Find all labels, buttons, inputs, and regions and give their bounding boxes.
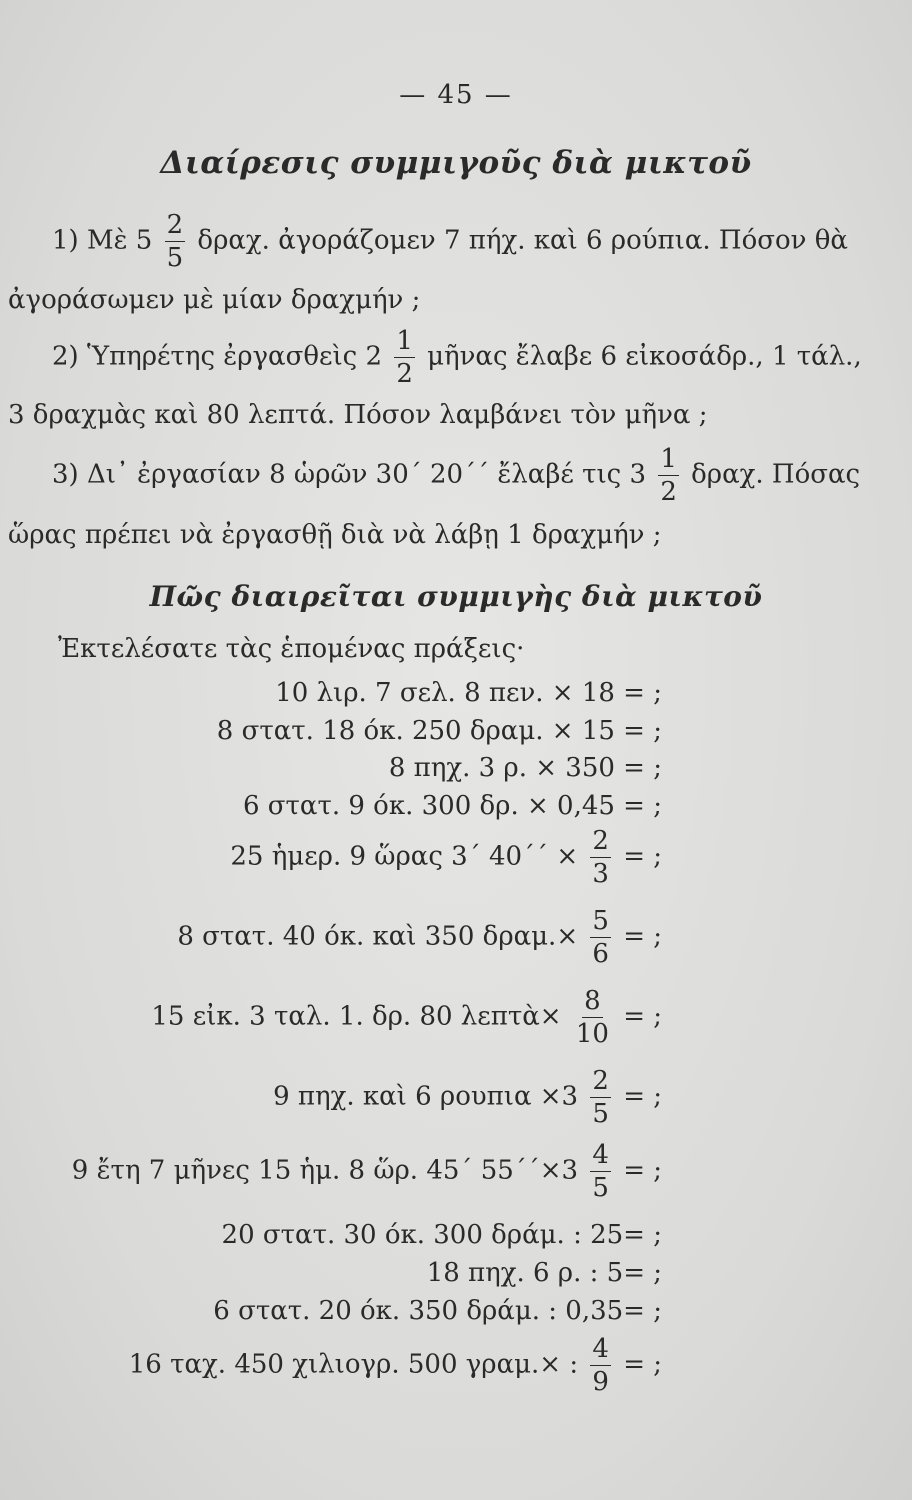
exercise-13-end: = ; [623,1349,662,1380]
problem-3-start: 3) Δι᾽ ἐργασίαν 8 ὡρῶν 30΄ 20΄΄ ἔλαβέ τις 3 [52,459,647,490]
fraction-numerator: 4 [592,1140,609,1170]
exercise-13-fraction [590,1336,611,1395]
fraction-denominator: 2 [660,477,677,507]
exercise-6-expression: 8 στατ. 40 όκ. καὶ 350 δραμ.× [177,921,579,952]
fraction-numerator: 1 [660,444,677,474]
exercise-10: 20 στατ. 30 όκ. 300 δράμ. : 25= ; [221,1220,662,1250]
fraction-numerator: 2 [592,1066,609,1096]
exercise-7-fraction [574,988,611,1047]
problem-1-fraction [165,212,186,271]
problem-1-line-1 [52,212,848,271]
fraction-denominator: 3 [592,859,609,889]
fraction-denominator: 6 [592,939,609,969]
problem-3-line-1 [52,446,860,505]
exercise-8-end: = ; [623,1081,662,1112]
exercise-6-fraction [590,908,611,967]
exercise-4: 6 στατ. 9 όκ. 300 δρ. × 0,45 = ; [242,791,662,821]
problem-3-rest: δραχ. Πόσας [691,459,861,490]
fraction-denominator: 5 [592,1099,609,1129]
exercise-9-fraction [590,1142,611,1201]
fraction-denominator: 5 [166,243,184,273]
section-title: Διαίρεσις συμμιγοῦς διὰ μικτοῦ [160,145,752,181]
exercise-13 [129,1336,662,1395]
fraction-numerator: 8 [584,986,601,1016]
exercise-3: 8 πηχ. 3 ρ. × 350 = ; [388,753,662,783]
exercise-9-end: = ; [623,1155,662,1186]
page-number: — 45 — [399,80,513,110]
problem-3-line-2: ὥρας πρέπει νὰ ἐργασθῇ διὰ νὰ λάβῃ 1 δραχμήν ; [8,520,662,550]
exercise-9-expression: 9 ἔτη 7 μῆνες 15 ἡμ. 8 ὥρ. 45΄ 55΄΄×3 [71,1155,579,1186]
problem-1-rest: δραχ. ἀγοράζομεν 7 πήχ. καὶ 6 ρούπια. Πόσον θὰ [197,225,848,256]
exercise-6 [177,908,662,967]
exercise-6-end: = ; [623,921,662,952]
exercise-1: 10 λιρ. 7 σελ. 8 πεν. × 18 = ; [275,678,662,708]
exercise-13-expression: 16 ταχ. 450 χιλιογρ. 500 γραμ.× : [128,1349,579,1380]
section-subtitle: Πῶς διαιρεῖται συμμιγὴς διὰ μικτοῦ [149,580,763,613]
problem-1-line-2: ἀγοράσωμεν μὲ μίαν δραχμήν ; [8,285,421,315]
fraction-numerator: 4 [592,1334,609,1364]
problem-3-fraction [658,446,679,505]
exercise-5-expression: 25 ἡμερ. 9 ὥρας 3΄ 40΄΄ × [230,841,579,872]
fraction-denominator: 2 [396,359,413,389]
problem-2-fraction [394,328,415,387]
exercise-8 [273,1068,662,1127]
fraction-numerator: 2 [592,826,609,856]
fraction-numerator: 2 [166,210,184,240]
exercise-5-end: = ; [623,841,662,872]
exercise-2: 8 στατ. 18 όκ. 250 δραμ. × 15 = ; [216,716,662,746]
problem-1-start: 1) Μὲ 5 [52,225,153,256]
exercise-8-fraction [590,1068,611,1127]
problem-2-line-1 [52,328,862,387]
exercise-5-fraction [590,828,611,887]
problem-2-start: 2) Ὑπηρέτης ἐργασθεὶς 2 [52,341,383,372]
exercise-11: 18 πηχ. 6 ρ. : 5= ; [426,1258,662,1288]
fraction-denominator: 5 [592,1173,609,1203]
instruction-text: Ἐκτελέσατε τὰς ἑπομένας πράξεις· [58,634,525,664]
exercise-5 [230,828,662,887]
exercise-7 [151,988,662,1047]
fraction-denominator: 10 [575,1019,609,1049]
exercise-12: 6 στατ. 20 όκ. 350 δράμ. : 0,35= ; [213,1296,662,1326]
exercise-7-end: = ; [623,1001,662,1032]
fraction-numerator: 1 [396,326,413,356]
exercise-7-expression: 15 εἰκ. 3 ταλ. 1. δρ. 80 λεπτὰ× [151,1001,562,1032]
exercise-9 [72,1142,662,1201]
fraction-denominator: 9 [592,1367,609,1397]
problem-2-rest: μῆνας ἔλαβε 6 εἰκοσάδρ., 1 τάλ., [427,341,862,372]
fraction-numerator: 5 [592,906,609,936]
problem-2-line-2: 3 δραχμὰς καὶ 80 λεπτά. Πόσον λαμβάνει τὸν μῆνα ; [8,400,708,430]
exercise-8-expression: 9 πηχ. καὶ 6 ρουπια ×3 [273,1081,579,1112]
